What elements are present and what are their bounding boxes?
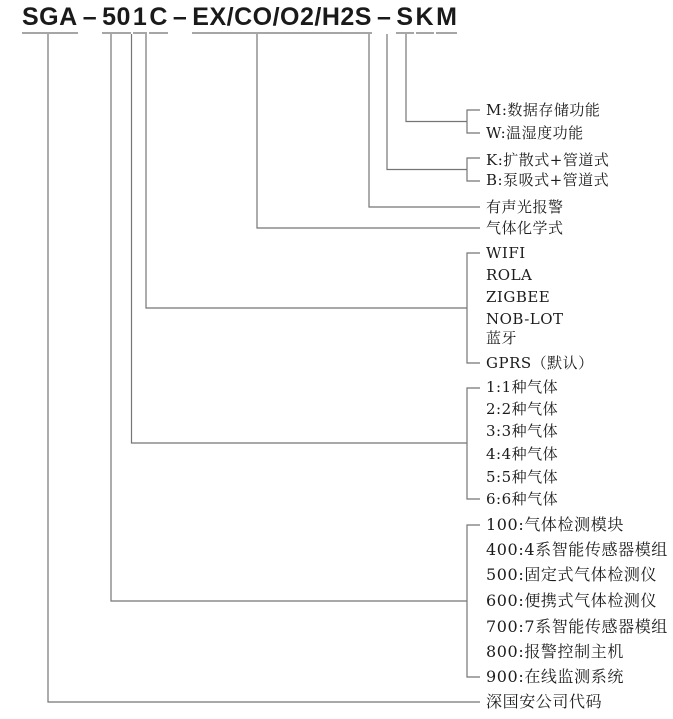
legend-item-principle: 气体化学式 [486, 219, 564, 237]
legend-item-alarm: 有声光报警 [486, 198, 564, 216]
legend-item-product-400: 400:4系智能传感器模组 [486, 540, 668, 559]
legend-item-gascount-5: 5:5种气体 [486, 468, 559, 486]
legend-item-comm-wifi: WIFI [486, 244, 526, 262]
storage-bracket [467, 110, 480, 133]
legend-item-gascount-2: 2:2种气体 [486, 400, 559, 418]
model-part-gases: EX/CO/O2/H2S [192, 4, 372, 34]
model-part-sample: K [416, 4, 435, 34]
model-part-alarm: S [396, 4, 413, 34]
legend-item-comm-zigbee: ZIGBEE [486, 288, 551, 306]
model-part-gascnt: 1 [133, 4, 147, 34]
legend-item-gascount-6: 6:6种气体 [486, 490, 559, 508]
legend-item-gascount-1: 1:1种气体 [486, 378, 559, 396]
legend-item-product-600: 600:便携式气体检测仪 [486, 591, 658, 610]
legend-item-product-700: 700:7系智能传感器模组 [486, 617, 668, 636]
model-part-comm: C [149, 4, 168, 34]
model-part-series: 50 [102, 4, 131, 34]
comm-connector-line [146, 34, 467, 308]
product-bracket [467, 525, 480, 677]
model-part-storage: M [436, 4, 457, 34]
legend-item-storage-m: M:数据存储功能 [486, 101, 601, 119]
company-connector-line [48, 34, 480, 702]
legend-item-gascount-4: 4:4种气体 [486, 445, 559, 463]
legend-item-comm-rola: ROLA [486, 266, 533, 284]
legend-item-sampling-b: B:泵吸式+管道式 [486, 171, 610, 189]
sampling-connector-line [387, 34, 467, 170]
legend-item-storage-w: W:温湿度功能 [486, 124, 584, 142]
legend-item-product-100: 100:气体检测模块 [486, 515, 624, 534]
dash-separator: – [376, 3, 392, 31]
legend-item-sampling-k: K:扩散式+管道式 [486, 151, 610, 169]
legend-item-comm-gprs: GPRS（默认） [486, 354, 594, 372]
gascount-connector-line [132, 34, 468, 443]
legend-item-product-800: 800:报警控制主机 [486, 642, 624, 661]
comm-bracket [467, 253, 480, 363]
series-connector-line [111, 34, 467, 601]
sampling-bracket [467, 158, 480, 181]
legend-item-product-900: 900:在线监测系统 [486, 667, 624, 686]
alarm-connector-line [369, 34, 480, 207]
dash-separator: – [82, 3, 98, 31]
dash-separator: – [172, 3, 188, 31]
legend-item-company: 深国安公司代码 [486, 692, 603, 711]
gascount-bracket [467, 388, 480, 499]
storage-connector-line [406, 34, 467, 122]
legend-item-comm-bt: 蓝牙 [486, 329, 518, 347]
model-part-sga: SGA [22, 4, 78, 34]
legend-item-product-500: 500:固定式气体检测仪 [486, 565, 658, 584]
legend-item-gascount-3: 3:3种气体 [486, 422, 559, 440]
legend-item-comm-noblot: NOB-LOT [486, 310, 564, 328]
